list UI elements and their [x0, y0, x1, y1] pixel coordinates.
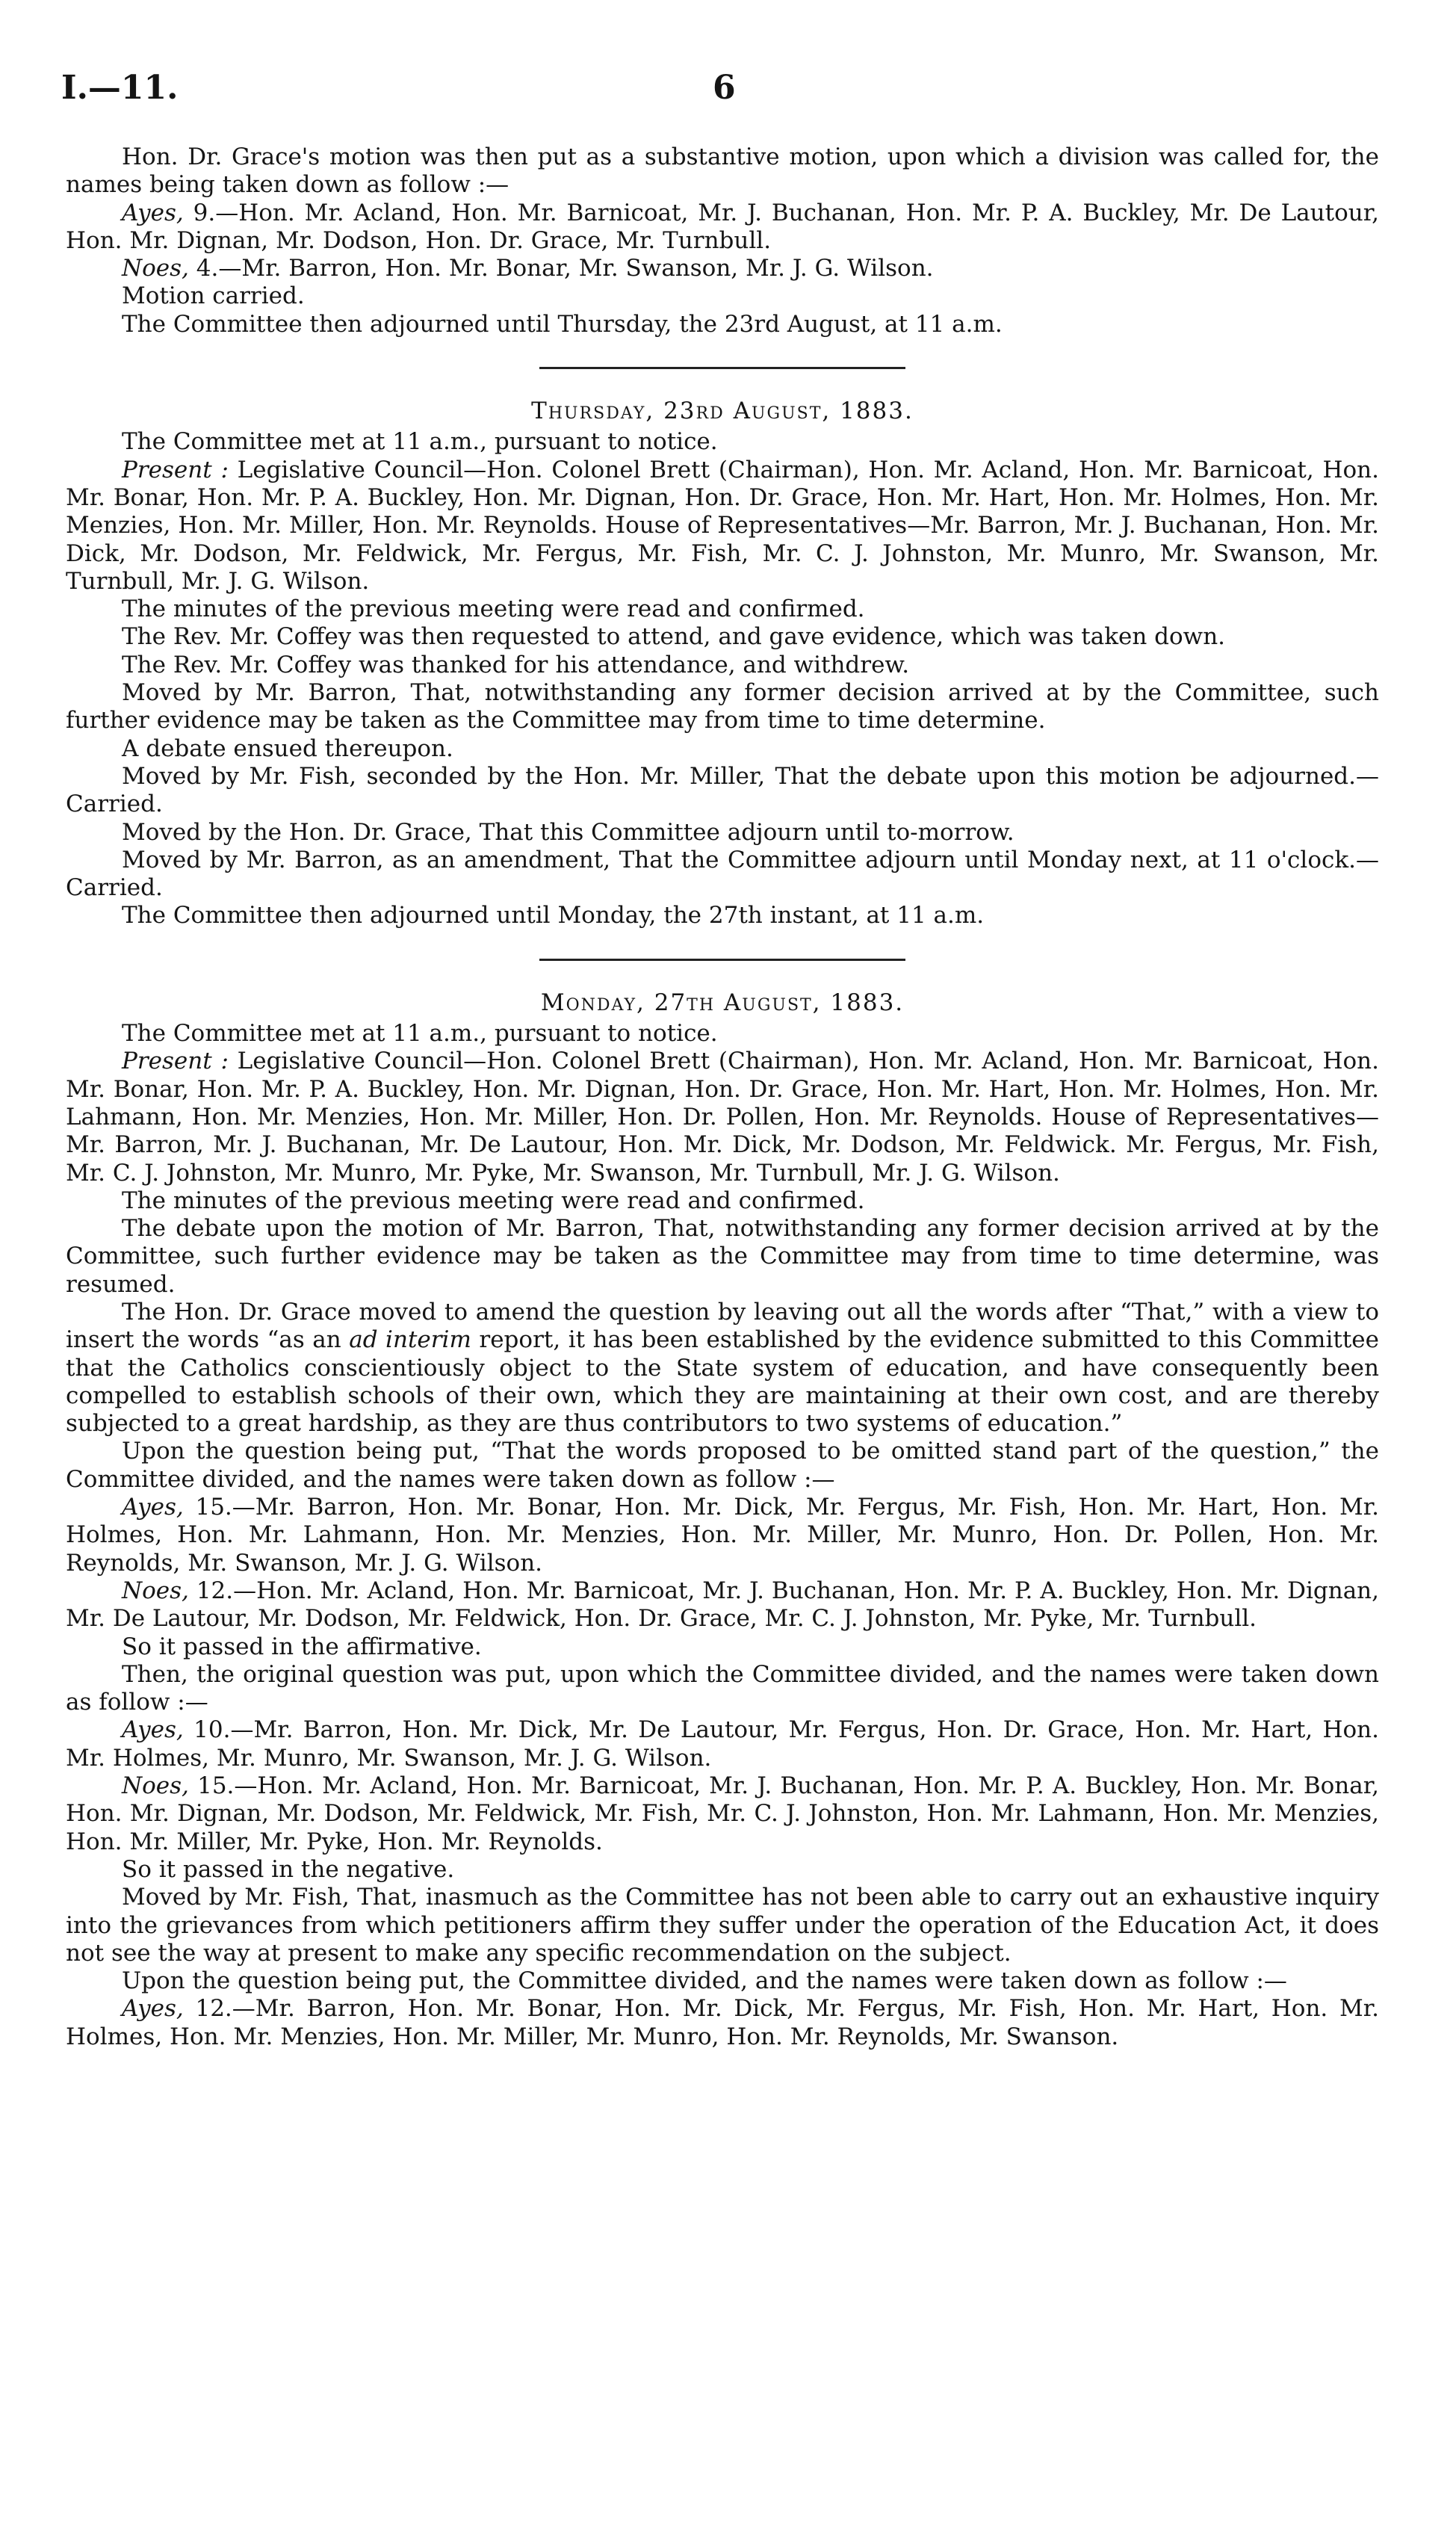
ayes-names: 12.—Mr. Barron, Hon. Mr. Bonar, Hon. Mr. Dick, Mr. Fergus, Mr. Fish, Hon. Mr. Hart, Hon. Mr. Holmes, Hon. Mr. Menzies, Hon. Mr. Miller, Mr. Munro, Hon. Mr. Reynolds, Mr. Swanson. [66, 1995, 1379, 2050]
paragraph: The Committee met at 11 a.m., pursuant to notice. [122, 428, 718, 456]
page-header [61, 69, 1406, 114]
present-names: Legislative Council—Hon. Colonel Brett (Chairman), Hon. Mr. Acland, Hon. Mr. Barnicoat, Hon. Mr. Bonar, Hon. Mr. P. A. Buckley, Hon. Mr. Dignan, Hon. Dr. Grace, Hon. Mr. Hart, Hon. Mr. Holmes, Hon. Mr. Lahmann, Hon. Mr. Menzies, Hon. Mr. Miller, Hon. Dr. Pollen, Hon. Mr. Reynolds. House of Representatives—Mr. Barron, Mr. J. Buchanan, Mr. De Lautour, Hon. Mr. Dick, Mr. Dodson, Mr. Feldwick. Mr. Fergus, Mr. Fish, Mr. C. J. Johnston, Mr. Munro, Mr. Pyke, Mr. Swanson, Mr. Turnbull, Mr. J. G. Wilson. [66, 1048, 1380, 1187]
paragraph: Upon the question being put, “That the words proposed to be omitted stand part of the question,” the Committee divided, and the names were taken down as follow :— [66, 1438, 1379, 1493]
paragraph: Moved by Mr. Barron, That, notwithstanding any former decision arrived at by the Committee, such further evidence may be taken as the Committee may from time to time determine. [66, 679, 1379, 734]
section-divider [539, 959, 905, 961]
present-label: Present : [122, 1048, 229, 1075]
noes-label: Noes, [122, 1772, 189, 1800]
present-label: Present : [122, 456, 229, 483]
section-heading: Monday, 27th August, 1883. [540, 989, 905, 1016]
section-divider [539, 367, 905, 369]
document-id: I.—11. [61, 69, 179, 107]
ayes-label: Ayes, [122, 1716, 184, 1744]
noes-label: Noes, [122, 1577, 189, 1604]
present-members [66, 1048, 1379, 1187]
document-body [66, 143, 1379, 2051]
noes-label: Noes, [122, 255, 189, 282]
page-number: 6 [713, 69, 736, 107]
division-ayes [66, 200, 1379, 256]
present-names: Legislative Council—Hon. Colonel Brett (Chairman), Hon. Mr. Acland, Hon. Mr. Barnicoat, Hon. Mr. Bonar, Hon. Mr. P. A. Buckley, Hon. Mr. Dignan, Hon. Dr. Grace, Hon. Mr. Hart, Hon. Mr. Holmes, Hon. Mr. Menzies, Hon. Mr. Miller, Hon. Mr. Reynolds. House of Representatives—Mr. Barron, Mr. J. Buchanan, Hon. Mr. Dick, Mr. Dodson, Mr. Feldwick, Mr. Fergus, Mr. Fish, Mr. C. J. Johnston, Mr. Munro, Mr. Swanson, Mr. Turnbull, Mr. J. G. Wilson. [66, 456, 1380, 595]
noes-names: 4.—Mr. Barron, Hon. Mr. Bonar, Mr. Swanson, Mr. J. G. Wilson. [196, 255, 934, 282]
ayes-names: 9.—Hon. Mr. Acland, Hon. Mr. Barnicoat, Mr. J. Buchanan, Hon. Mr. P. A. Buckley, Mr. De Lautour, Hon. Mr. Dignan, Mr. Dodson, Hon. Dr. Grace, Mr. Turnbull. [66, 199, 1379, 254]
noes-names: 15.—Hon. Mr. Acland, Hon. Mr. Barnicoat, Mr. J. Buchanan, Hon. Mr. P. A. Buckley, Hon. Mr. Bonar, Hon. Mr. Dignan, Mr. Dodson, Mr. Feldwick, Mr. Fish, Mr. C. J. Johnston, Hon. Mr. Lahmann, Hon. Mr. Menzies, Hon. Mr. Miller, Mr. Pyke, Hon. Mr. Reynolds. [66, 1772, 1379, 1855]
paragraph: Moved by Mr. Barron, as an amendment, That the Committee adjourn until Monday next, at 11 o'clock.—Carried. [66, 846, 1379, 902]
ayes-names: 10.—Mr. Barron, Hon. Mr. Dick, Mr. De Lautour, Mr. Fergus, Hon. Dr. Grace, Hon. Mr. Hart, Hon. Mr. Holmes, Mr. Munro, Mr. Swanson, Mr. J. G. Wilson. [66, 1716, 1380, 1772]
paragraph: The Rev. Mr. Coffey was then requested to attend, and gave evidence, which was taken down. [122, 623, 1226, 651]
division-noes [66, 1772, 1379, 1856]
paragraph: So it passed in the affirmative. [122, 1633, 482, 1660]
division-ayes [66, 1494, 1379, 1577]
paragraph: The Committee met at 11 a.m., pursuant to notice. [122, 1020, 718, 1048]
paragraph: The debate upon the motion of Mr. Barron, That, notwithstanding any former decision arrived at by the Committee, such further evidence may be taken as the Committee may from time to time determine, was resumed. [66, 1215, 1379, 1298]
division-ayes [66, 1995, 1379, 2051]
amendment-text-end: report, it has been established by the evidence submitted to this Committee that the Catholics conscientiously object to the State system of education, and have consequently been compelled to establish schools of their own, which they are maintaining at their own cost, and are thereby subjected to a great hardship, as they are thus contributors to two systems of education.” [66, 1326, 1379, 1438]
division-ayes [66, 1716, 1379, 1772]
paragraph: The minutes of the previous meeting were read and confirmed. [122, 1187, 865, 1214]
paragraph: The minutes of the previous meeting were read and confirmed. [122, 596, 865, 623]
paragraph: The Committee then adjourned until Monday, the 27th instant, at 11 a.m. [122, 902, 985, 930]
paragraph: The Committee then adjourned until Thursday, the 23rd August, at 11 a.m. [122, 310, 1003, 338]
amendment-italic-phrase: ad interim [349, 1326, 471, 1354]
ayes-label: Ayes, [122, 1995, 184, 2023]
paragraph: So it passed in the negative. [122, 1855, 455, 1883]
division-noes [66, 1577, 1379, 1633]
ayes-label: Ayes, [122, 1494, 184, 1521]
section-heading: Thursday, 23rd August, 1883. [531, 398, 914, 425]
paragraph: Then, the original question was put, upon which the Committee divided, and the names were taken down as follow :— [66, 1660, 1379, 1716]
ayes-label: Ayes, [122, 199, 184, 226]
amendment-paragraph [66, 1299, 1379, 1438]
paragraph: Hon. Dr. Grace's motion was then put as a substantive motion, upon which a division was called for, the names being taken down as follow :— [66, 143, 1379, 199]
paragraph: A debate ensued thereupon. [122, 734, 453, 762]
division-noes [66, 255, 1379, 282]
paragraph: The Rev. Mr. Coffey was thanked for his attendance, and withdrew. [122, 651, 910, 678]
present-members [66, 457, 1379, 596]
paragraph: Moved by Mr. Fish, seconded by the Hon. Mr. Miller, That the debate upon this motion be adjourned.—Carried. [66, 762, 1379, 818]
paragraph: Upon the question being put, the Committee divided, and the names were taken down as follow :— [122, 1967, 1287, 1995]
paragraph: Moved by the Hon. Dr. Grace, That this Committee adjourn until to-morrow. [122, 818, 1014, 846]
amendment-text-start: The Hon. Dr. Grace moved to amend the question by leaving out all the words after “That,” with a view to insert the words “as an [66, 1298, 1379, 1354]
ayes-names: 15.—Mr. Barron, Hon. Mr. Bonar, Hon. Mr. Dick, Mr. Fergus, Mr. Fish, Hon. Mr. Hart, Hon. Mr. Holmes, Hon. Mr. Lahmann, Hon. Mr. Menzies, Hon. Mr. Miller, Mr. Munro, Hon. Dr. Pollen, Hon. Mr. Reynolds, Mr. Swanson, Mr. J. G. Wilson. [66, 1494, 1379, 1577]
paragraph: Motion carried. [122, 282, 305, 310]
noes-names: 12.—Hon. Mr. Acland, Hon. Mr. Barnicoat, Mr. J. Buchanan, Hon. Mr. P. A. Buckley, Hon. Mr. Dignan, Mr. De Lautour, Mr. Dodson, Mr. Feldwick, Hon. Dr. Grace, Mr. C. J. Johnston, Mr. Pyke, Mr. Turnbull. [66, 1577, 1379, 1633]
paragraph: Moved by Mr. Fish, That, inasmuch as the Committee has not been able to carry out an exhaustive inquiry into the grievances from which petitioners affirm they suffer under the operation of the Education Act, it does not see the way at present to make any specific recommendation on the subject. [66, 1884, 1379, 1967]
